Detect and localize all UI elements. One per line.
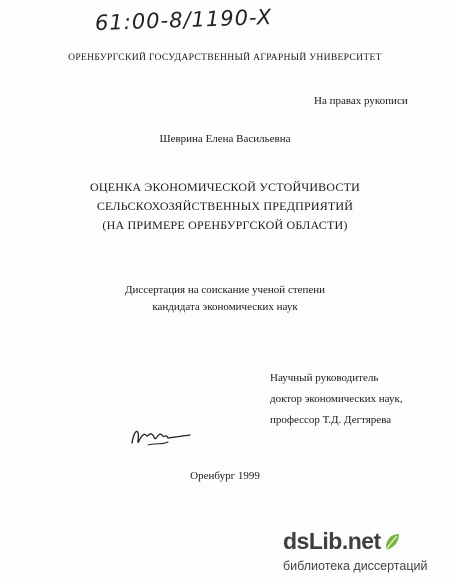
advisor-block: [270, 368, 403, 431]
watermark-subtitle: библиотека диссертаций: [283, 559, 428, 573]
title-line: ОЦЕНКА ЭКОНОМИЧЕСКОЙ УСТОЙЧИВОСТИ: [89, 180, 360, 194]
degree-line: кандидата экономических наук: [152, 301, 298, 313]
city-year: Оренбург 1999: [190, 470, 260, 482]
advisor-line: доктор экономических наук,: [270, 393, 403, 405]
dslib-watermark: [283, 528, 445, 576]
rights-note: На правах рукописи: [314, 95, 408, 107]
university-name: ОРЕНБУРГСКИЙ ГОСУДАРСТВЕННЫЙ АГРАРНЫЙ УНИВЕРСИТЕТ: [68, 52, 382, 63]
archive-code: 61:00-8/1190-X: [94, 4, 273, 36]
watermark-logo: dsLib.net: [283, 528, 381, 554]
advisor-line: профессор Т.Д. Дегтярева: [270, 414, 392, 426]
title-line: (НА ПРИМЕРЕ ОРЕНБУРГСКОЙ ОБЛАСТИ): [102, 218, 348, 232]
advisor-line: Научный руководитель: [270, 372, 379, 384]
title-line: СЕЛЬСКОХОЗЯЙСТВЕННЫХ ПРЕДПРИЯТИЙ: [96, 199, 354, 213]
degree-statement: [0, 282, 450, 316]
author-name: Шеврина Елена Васильевна: [159, 133, 291, 145]
leaf-icon: [383, 532, 401, 552]
degree-line: Диссертация на соискание ученой степени: [124, 284, 326, 296]
dissertation-title: [0, 178, 450, 235]
signature-icon: [128, 421, 192, 453]
